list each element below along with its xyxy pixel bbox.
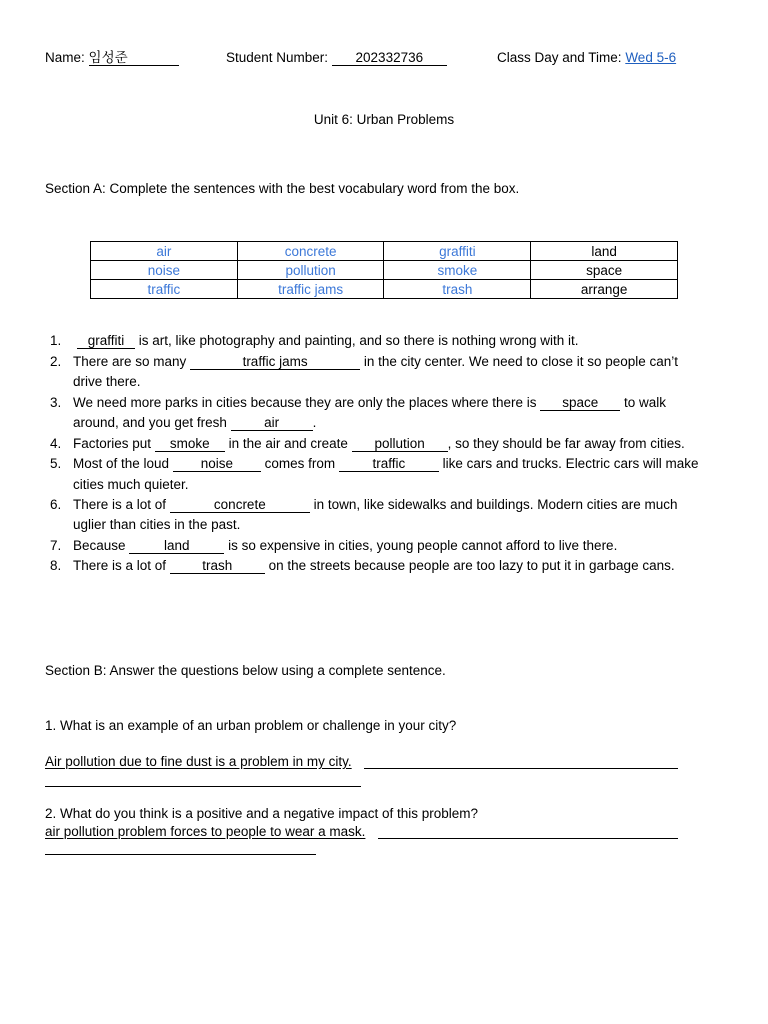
vocab-word: arrange — [531, 280, 678, 299]
item-text: in the city center. We need to close it so people can’t — [363, 354, 679, 369]
answer-blank: graffiti — [77, 333, 135, 349]
item-number: 2. — [50, 354, 62, 369]
list-item — [73, 354, 678, 370]
answer-blank: smoke — [155, 436, 225, 452]
vocab-row — [91, 280, 678, 299]
class-time-label: Class Day and Time: — [497, 50, 622, 65]
vocab-word: noise — [91, 261, 238, 280]
vocab-word: pollution — [237, 261, 384, 280]
answer-blank: trash — [170, 558, 265, 574]
item-continuation — [73, 415, 316, 431]
vocab-word: concrete — [237, 242, 384, 261]
vocab-row — [91, 242, 678, 261]
vocab-word: space — [531, 261, 678, 280]
item-text: , so they should be far away from cities. — [447, 436, 685, 451]
answer-blank: concrete — [170, 497, 310, 513]
answer-blank: space — [540, 395, 620, 411]
unit-title: Unit 6: Urban Problems — [313, 112, 455, 127]
item-number: 8. — [50, 558, 62, 573]
class-time-row — [497, 50, 676, 65]
answer-blank: traffic jams — [190, 354, 360, 370]
list-item — [77, 333, 579, 349]
answer-blank: pollution — [352, 436, 448, 452]
item-text: We need more parks in cities because they are only the places where there is — [73, 395, 537, 410]
item-text: . — [312, 415, 317, 430]
list-item — [73, 395, 666, 411]
vocab-row — [91, 261, 678, 280]
item-text: on the streets because people are too lazy to put it in garbage cans. — [268, 558, 675, 573]
vocab-word: traffic — [91, 280, 238, 299]
item-text: around, and you get fresh — [73, 415, 227, 430]
answer-blank: air — [231, 415, 313, 431]
item-number: 4. — [50, 436, 62, 451]
item-text: Factories put — [73, 436, 152, 451]
answer-2: air pollution problem forces to people to wear a mask. — [45, 824, 366, 839]
list-item — [73, 538, 617, 554]
item-text: to walk — [624, 395, 667, 410]
item-text: There are so many — [73, 354, 187, 369]
answer-line — [45, 854, 316, 855]
student-number-label: Student Number: — [226, 50, 329, 65]
item-text: is art, like photography and painting, and so there is nothing wrong with it. — [138, 333, 579, 348]
item-text: Because — [73, 538, 126, 553]
question-1: 1. What is an example of an urban problem or challenge in your city? — [45, 718, 457, 733]
list-item — [73, 558, 675, 574]
class-time-link[interactable]: Wed 5-6 — [625, 50, 677, 65]
answer-1: Air pollution due to fine dust is a problem in my city. — [45, 754, 352, 769]
answer-blank: land — [129, 538, 224, 554]
section-b-instruction: Section B: Answer the questions below using a complete sentence. — [45, 663, 446, 678]
answer-line — [378, 838, 678, 839]
item-text: in the air and create — [228, 436, 348, 451]
list-item — [73, 456, 698, 472]
name-row — [45, 50, 179, 66]
question-2: 2. What do you think is a positive and a negative impact of this problem? — [45, 806, 478, 821]
item-number: 3. — [50, 395, 62, 410]
vocab-word: traffic jams — [237, 280, 384, 299]
name-label: Name: — [45, 50, 85, 65]
item-text: like cars and trucks. Electric cars will make — [442, 456, 699, 471]
student-number-row — [226, 50, 447, 66]
item-continuation: cities much quieter. — [73, 477, 189, 492]
item-text: is so expensive in cities, young people cannot afford to live there. — [228, 538, 618, 553]
section-a-instruction: Section A: Complete the sentences with the best vocabulary word from the box. — [45, 181, 520, 196]
item-text: There is a lot of — [73, 497, 167, 512]
list-item — [73, 436, 685, 452]
item-number: 5. — [50, 456, 62, 471]
item-text: Most of the loud — [73, 456, 170, 471]
vocab-word: graffiti — [384, 242, 531, 261]
answer-blank: traffic — [339, 456, 439, 472]
vocab-word: trash — [384, 280, 531, 299]
item-text: comes from — [264, 456, 336, 471]
answer-blank: noise — [173, 456, 261, 472]
vocabulary-box — [90, 241, 678, 299]
list-item — [73, 497, 678, 513]
item-number: 7. — [50, 538, 62, 553]
vocab-word: land — [531, 242, 678, 261]
item-number: 1. — [50, 333, 62, 348]
item-text: in town, like sidewalks and buildings. Modern cities are much — [313, 497, 678, 512]
answer-line — [45, 786, 361, 787]
item-continuation: drive there. — [73, 374, 141, 389]
answer-line — [364, 768, 678, 769]
item-number: 6. — [50, 497, 62, 512]
vocab-word: smoke — [384, 261, 531, 280]
student-number-field: 202332736 — [332, 50, 447, 66]
item-text: There is a lot of — [73, 558, 167, 573]
name-field: 임성준 — [89, 50, 179, 66]
vocab-word: air — [91, 242, 238, 261]
item-continuation: uglier than cities in the past. — [73, 517, 241, 532]
